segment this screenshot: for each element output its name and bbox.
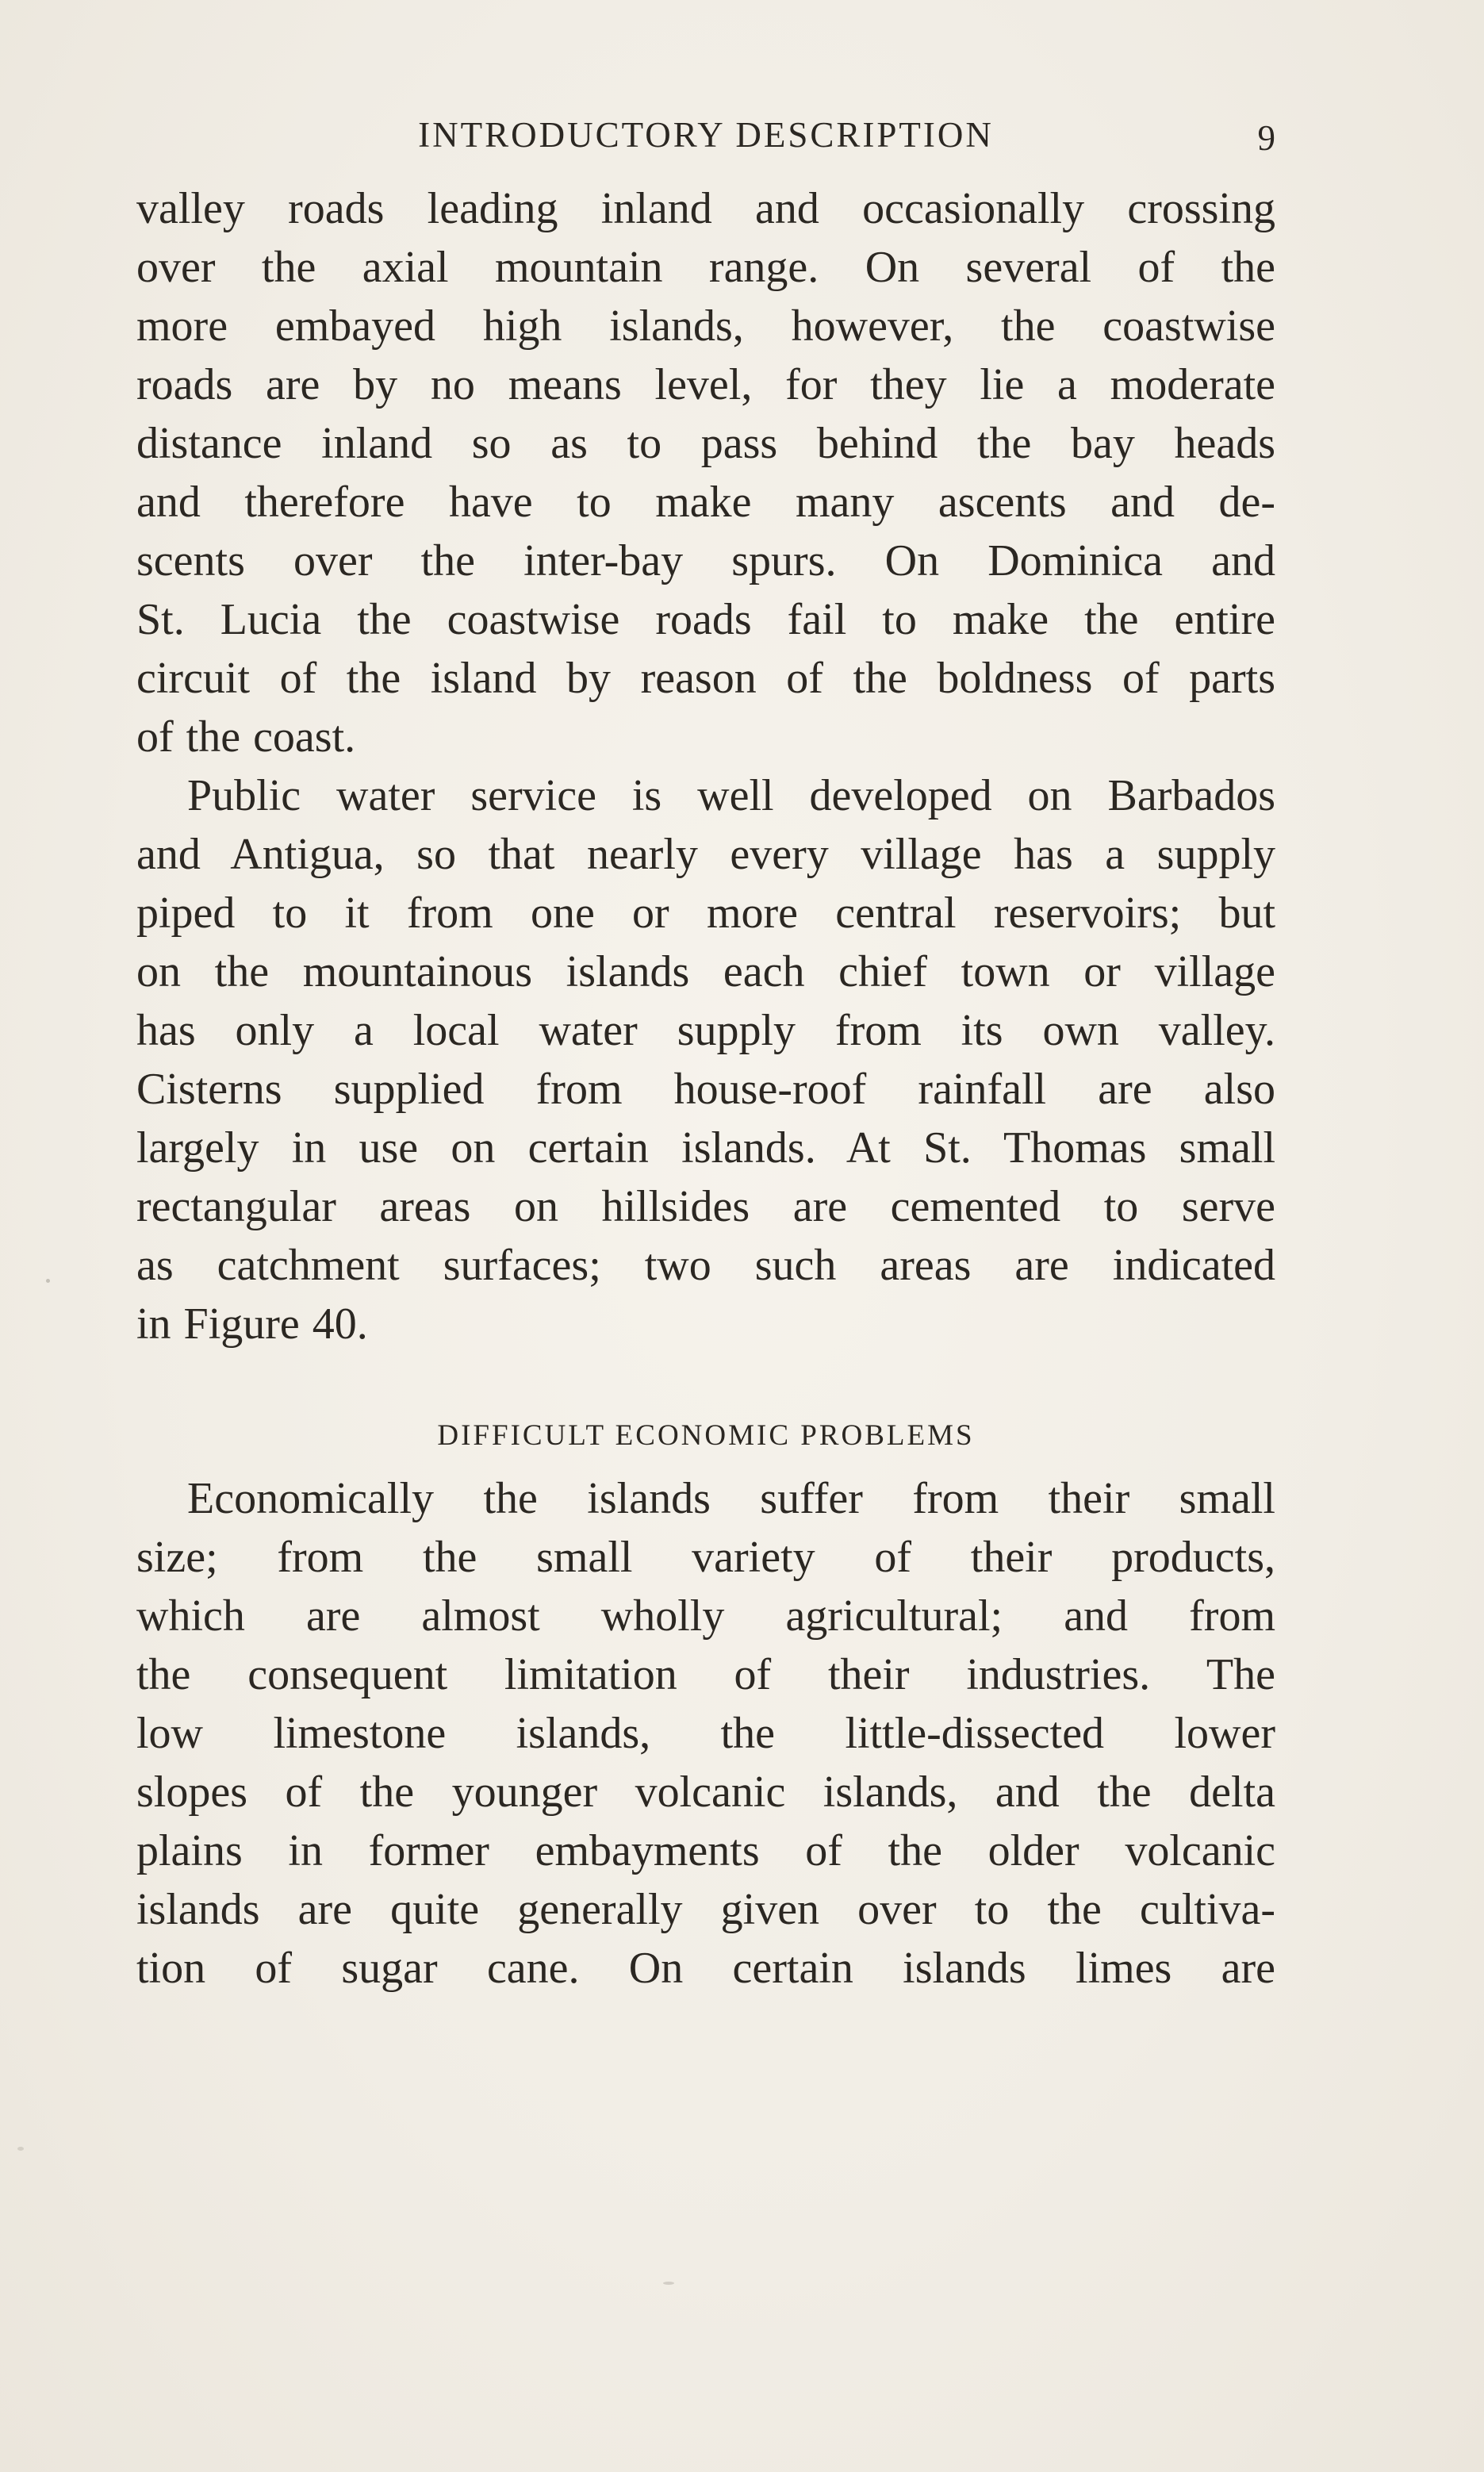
text-line: the consequent limitation of their industries. The [136,1650,1275,1699]
text-line: circuit of the island by reason of the boldness of parts [136,654,1275,703]
paragraph-roads [136,179,1275,766]
text-line: scents over the inter-bay spurs. On Dominica and [136,536,1275,585]
text-line: size; from the small variety of their products, [136,1533,1275,1582]
text-line: islands are quite generally given over to the cultiva- [136,1885,1275,1934]
page-number: 9 [1257,118,1275,158]
text-line: in Figure 40. [136,1299,368,1349]
text-line: plains in former embayments of the older volcanic [136,1826,1275,1875]
paper-speck [663,2282,674,2285]
section-heading: DIFFICULT ECONOMIC PROBLEMS [437,1419,975,1452]
text-line: tion of sugar cane. On certain islands limes are [136,1944,1275,1993]
text-line: slopes of the younger volcanic islands, and the delta [136,1768,1275,1817]
text-line: Cisterns supplied from house-roof rainfall are also [136,1065,1275,1114]
text-line: which are almost wholly agricultural; and from [136,1591,1275,1641]
paragraph-economics [136,1469,1275,1998]
text-line: and Antigua, so that nearly every village has a supply [136,830,1275,879]
text-line: rectangular areas on hillsides are cemented to serve [136,1182,1275,1231]
text-line: roads are by no means level, for they lie a moderate [136,360,1275,409]
section-heading-block [136,1414,1275,1458]
text-line: distance inland so as to pass behind the bay heads [136,419,1275,468]
text-line: piped to it from one or more central reservoirs; but [136,889,1275,938]
text-line: has only a local water supply from its own valley. [136,1006,1275,1055]
running-head [136,111,1275,159]
text-line: on the mountainous islands each chief town or village [136,947,1275,996]
text-line: St. Lucia the coastwise roads fail to make the entire [136,595,1275,644]
paper-speck [17,2147,24,2151]
text-line: valley roads leading inland and occasionally crossing [136,184,1275,233]
text-line: Economically the islands suffer from their small [187,1474,1275,1523]
text-line: Public water service is well developed on Barbados [187,771,1275,820]
text-line: and therefore have to make many ascents and de- [136,478,1275,527]
text-line: over the axial mountain range. On several of the [136,243,1275,292]
text-line: low limestone islands, the little-dissected lower [136,1709,1275,1758]
text-line: of the coast. [136,712,356,762]
paragraph-water-service [136,766,1275,1353]
text-line: largely in use on certain islands. At St. Thomas small [136,1123,1275,1173]
text-line: as catchment surfaces; two such areas are indicated [136,1241,1275,1290]
running-title: INTRODUCTORY DESCRIPTION [418,115,994,155]
text-line: more embayed high islands, however, the coastwise [136,301,1275,351]
paper-speck [46,1279,50,1283]
